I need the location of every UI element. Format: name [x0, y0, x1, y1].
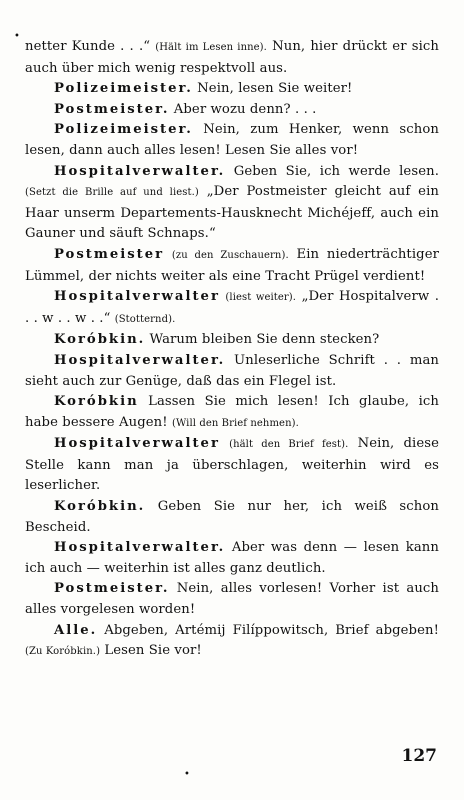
dialogue-text: Geben Sie nur her, ich weiß schon Bescheid.	[25, 499, 439, 535]
ink-mark-top: •	[14, 31, 20, 42]
speaker-name: Polizeimeister.	[54, 122, 193, 138]
speaker-name: Polizeimeister.	[54, 81, 193, 97]
paragraph	[25, 579, 439, 620]
speaker-name: Postmeister.	[54, 101, 170, 117]
dialogue-text: Aber wozu denn? . . .	[169, 101, 317, 117]
speaker-name: Postmeister.	[54, 581, 170, 597]
paragraph	[25, 538, 439, 579]
dialogue-text: Geben Sie, ich werde lesen.	[225, 163, 439, 179]
page-number: 127	[401, 746, 437, 766]
speaker-name: Hospitalverwalter.	[54, 163, 226, 179]
dialogue-text: Warum bleiben Sie denn stecken?	[145, 332, 380, 348]
stage-direction: (Will den Brief nehmen).	[171, 417, 299, 429]
paragraph	[25, 287, 439, 330]
stage-direction: (Setzt die Brille auf und liest.)	[25, 187, 199, 199]
dialogue-text: Lassen Sie mich lesen! Ich glaube, ich habe bessere Augen!	[25, 394, 439, 430]
dialogue-text: netter Kunde . . .“	[25, 39, 156, 54]
stage-direction: (Stotternd).	[114, 313, 176, 325]
speaker-name: Alle.	[54, 622, 98, 638]
page-text-block	[25, 37, 439, 663]
paragraph	[25, 120, 439, 161]
dialogue-text: „Der Hospitalverw . . . w . . w . .“	[25, 289, 440, 326]
paragraph	[25, 497, 439, 538]
speaker-name: Koróbkin	[54, 394, 139, 410]
dialogue-text: Nein, lesen Sie weiter!	[192, 81, 353, 97]
paragraph	[25, 392, 439, 434]
stage-direction: (Hält im Lesen inne).	[155, 42, 267, 53]
paragraph	[25, 434, 439, 497]
paragraph	[25, 330, 439, 351]
dialogue-text: Aber was denn — lesen kann ich auch — weiterhin ist alles ganz deutlich.	[25, 540, 439, 576]
speaker-name: Hospitalverwalter	[54, 436, 220, 452]
dialogue-text: Nein, zum Henker, wenn schon lesen, dann auch alles lesen! Lesen Sie alles vor!	[25, 122, 439, 158]
dialogue-text: Lesen Sie vor!	[100, 643, 202, 659]
paragraph	[25, 621, 439, 663]
dialogue-text: Unleserliche Schrift . . man sieht auch zur Genüge, daß das ein Flegel ist.	[25, 352, 439, 389]
stage-direction: (liest weiter).	[225, 292, 297, 304]
speaker-name: Postmeister	[54, 246, 165, 262]
dialogue-text: Ein niederträchtiger Lümmel, der nichts weiter als eine Tracht Prügel verdient!	[25, 246, 439, 284]
dialogue-text: Nein, alles vorlesen! Vorher ist auch alles vorgelesen worden!	[25, 581, 439, 618]
paragraph	[25, 351, 439, 392]
dialogue-text	[220, 436, 229, 451]
stage-direction: (Zu Koróbkin.)	[25, 646, 101, 658]
ink-mark-bottom: •	[184, 769, 190, 780]
speaker-name: Hospitalverwalter.	[54, 540, 226, 556]
paragraph	[25, 37, 439, 79]
dialogue-text: „Der Postmeister gleicht auf ein Haar unserm Departements-Hausknecht Michéjeff, auch ein Gauner und säuft Schnaps.“	[25, 184, 440, 242]
speaker-name: Hospitalverwalter	[54, 289, 220, 305]
stage-direction: (zu den Zuschauern).	[171, 249, 289, 261]
paragraph	[25, 162, 439, 245]
paragraph	[25, 79, 439, 100]
speaker-name: Koróbkin.	[54, 499, 146, 515]
paragraph	[25, 100, 439, 121]
dialogue-text: Nein, diese Stelle kann man ja überschlagen, weiterhin wird es leserlicher.	[25, 436, 440, 494]
dialogue-text: Abgeben, Artémij Filíppowitsch, Brief abgeben!	[97, 622, 439, 638]
dialogue-text	[164, 247, 172, 262]
speaker-name: Koróbkin.	[54, 332, 146, 348]
stage-direction: (hält den Brief fest).	[229, 439, 349, 451]
dialogue-text: Nun, hier drückt er sich auch über mich wenig respektvoll aus.	[25, 39, 439, 76]
speaker-name: Hospitalverwalter.	[54, 352, 226, 368]
paragraph	[25, 245, 439, 287]
